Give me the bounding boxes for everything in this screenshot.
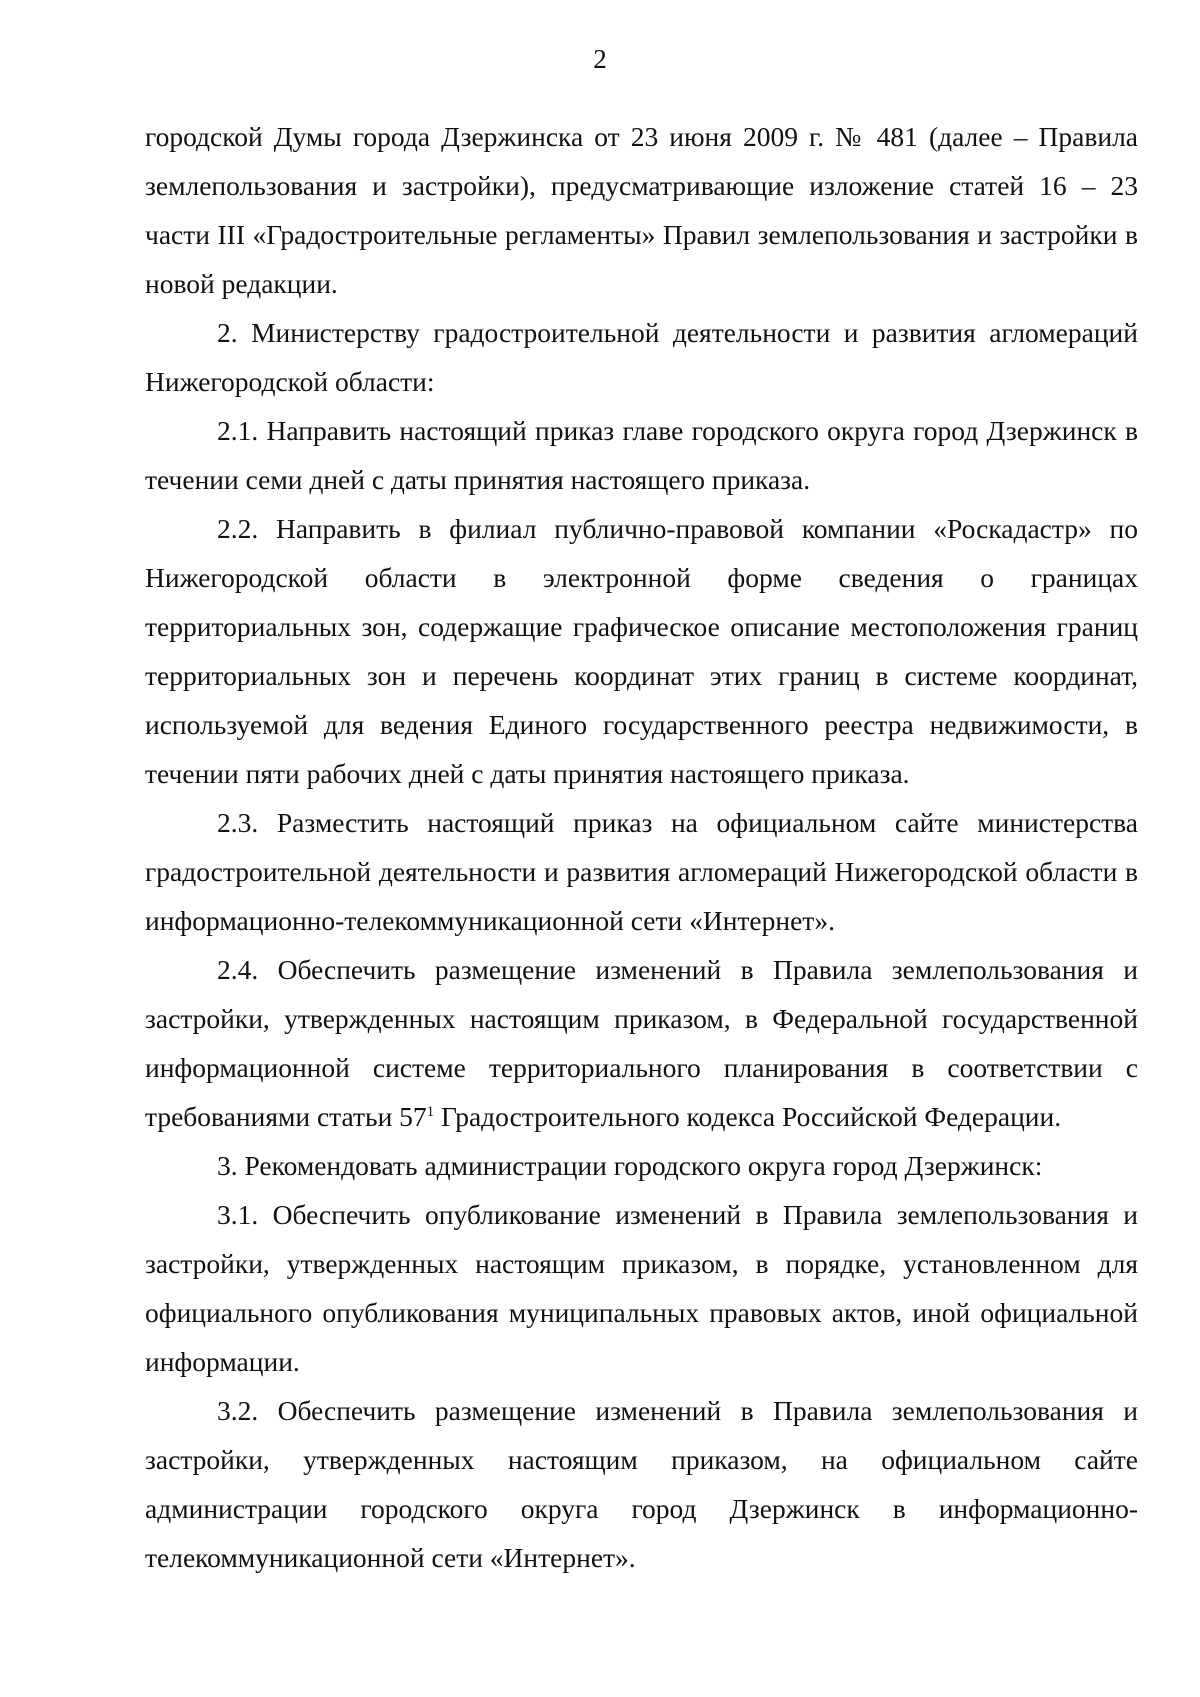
- superscript-footnote: 1: [426, 1103, 435, 1120]
- paragraph-2-2: 2.2. Направить в филиал публично-правовой компании «Роскадастр» по Нижегородской области в электронной форме сведения о границах территориальных зон, содержащие графическое описание местоположения границ территориальных зон и перечень координат этих границ в системе координат, используемой для ведения Единого государственного реестра недвижимости, в течении пяти рабочих дней с даты принятия настоящего приказа.: [145, 513, 1138, 789]
- paragraph-2-4-text-after: Градостроительного кодекса Российской Федерации.: [434, 1101, 1062, 1132]
- paragraph-2-3: 2.3. Разместить настоящий приказ на официальном сайте министерства градостроительной деятельности и развития агломераций Нижегородской области в информационно-телекоммуникационной сети «Интернет».: [145, 807, 1138, 936]
- paragraph-3: 3. Рекомендовать администрации городского округа город Дзержинск:: [217, 1150, 1043, 1181]
- paragraph-2: 2. Министерству градостроительной деятельности и развития агломераций Нижегородской области:: [145, 317, 1138, 397]
- paragraph-2-4-text-before: 2.4. Обеспечить размещение изменений в Правила землепользования и застройки, утвержденных настоящим приказом, в Федеральной государственной информационной системе территориального планирования в соответствии с требованиями статьи 57: [145, 954, 1138, 1132]
- paragraph-continuation: городской Думы города Дзержинска от 23 июня 2009 г. № 481 (далее – Правила землепользования и застройки), предусматривающие изложение статей 16 – 23 части III «Градостроительные регламенты» Правил землепользования и застройки в новой редакции.: [145, 121, 1138, 299]
- paragraph-2-1: 2.1. Направить настоящий приказ главе городского округа город Дзержинск в течении семи дней с даты принятия настоящего приказа.: [145, 415, 1138, 495]
- paragraph-3-2: 3.2. Обеспечить размещение изменений в Правила землепользования и застройки, утвержденных настоящим приказом, на официальном сайте администрации городского округа город Дзержинск в информационно-телекоммуникационной сети «Интернет».: [145, 1395, 1138, 1573]
- document-body: [145, 112, 1138, 1582]
- page-number: 2: [593, 44, 607, 74]
- paragraph-3-1: 3.1. Обеспечить опубликование изменений в Правила землепользования и застройки, утвержденных настоящим приказом, в порядке, установленном для официального опубликования муниципальных правовых актов, иной официальной информации.: [145, 1199, 1138, 1377]
- paragraph-2-4: [145, 945, 1138, 1141]
